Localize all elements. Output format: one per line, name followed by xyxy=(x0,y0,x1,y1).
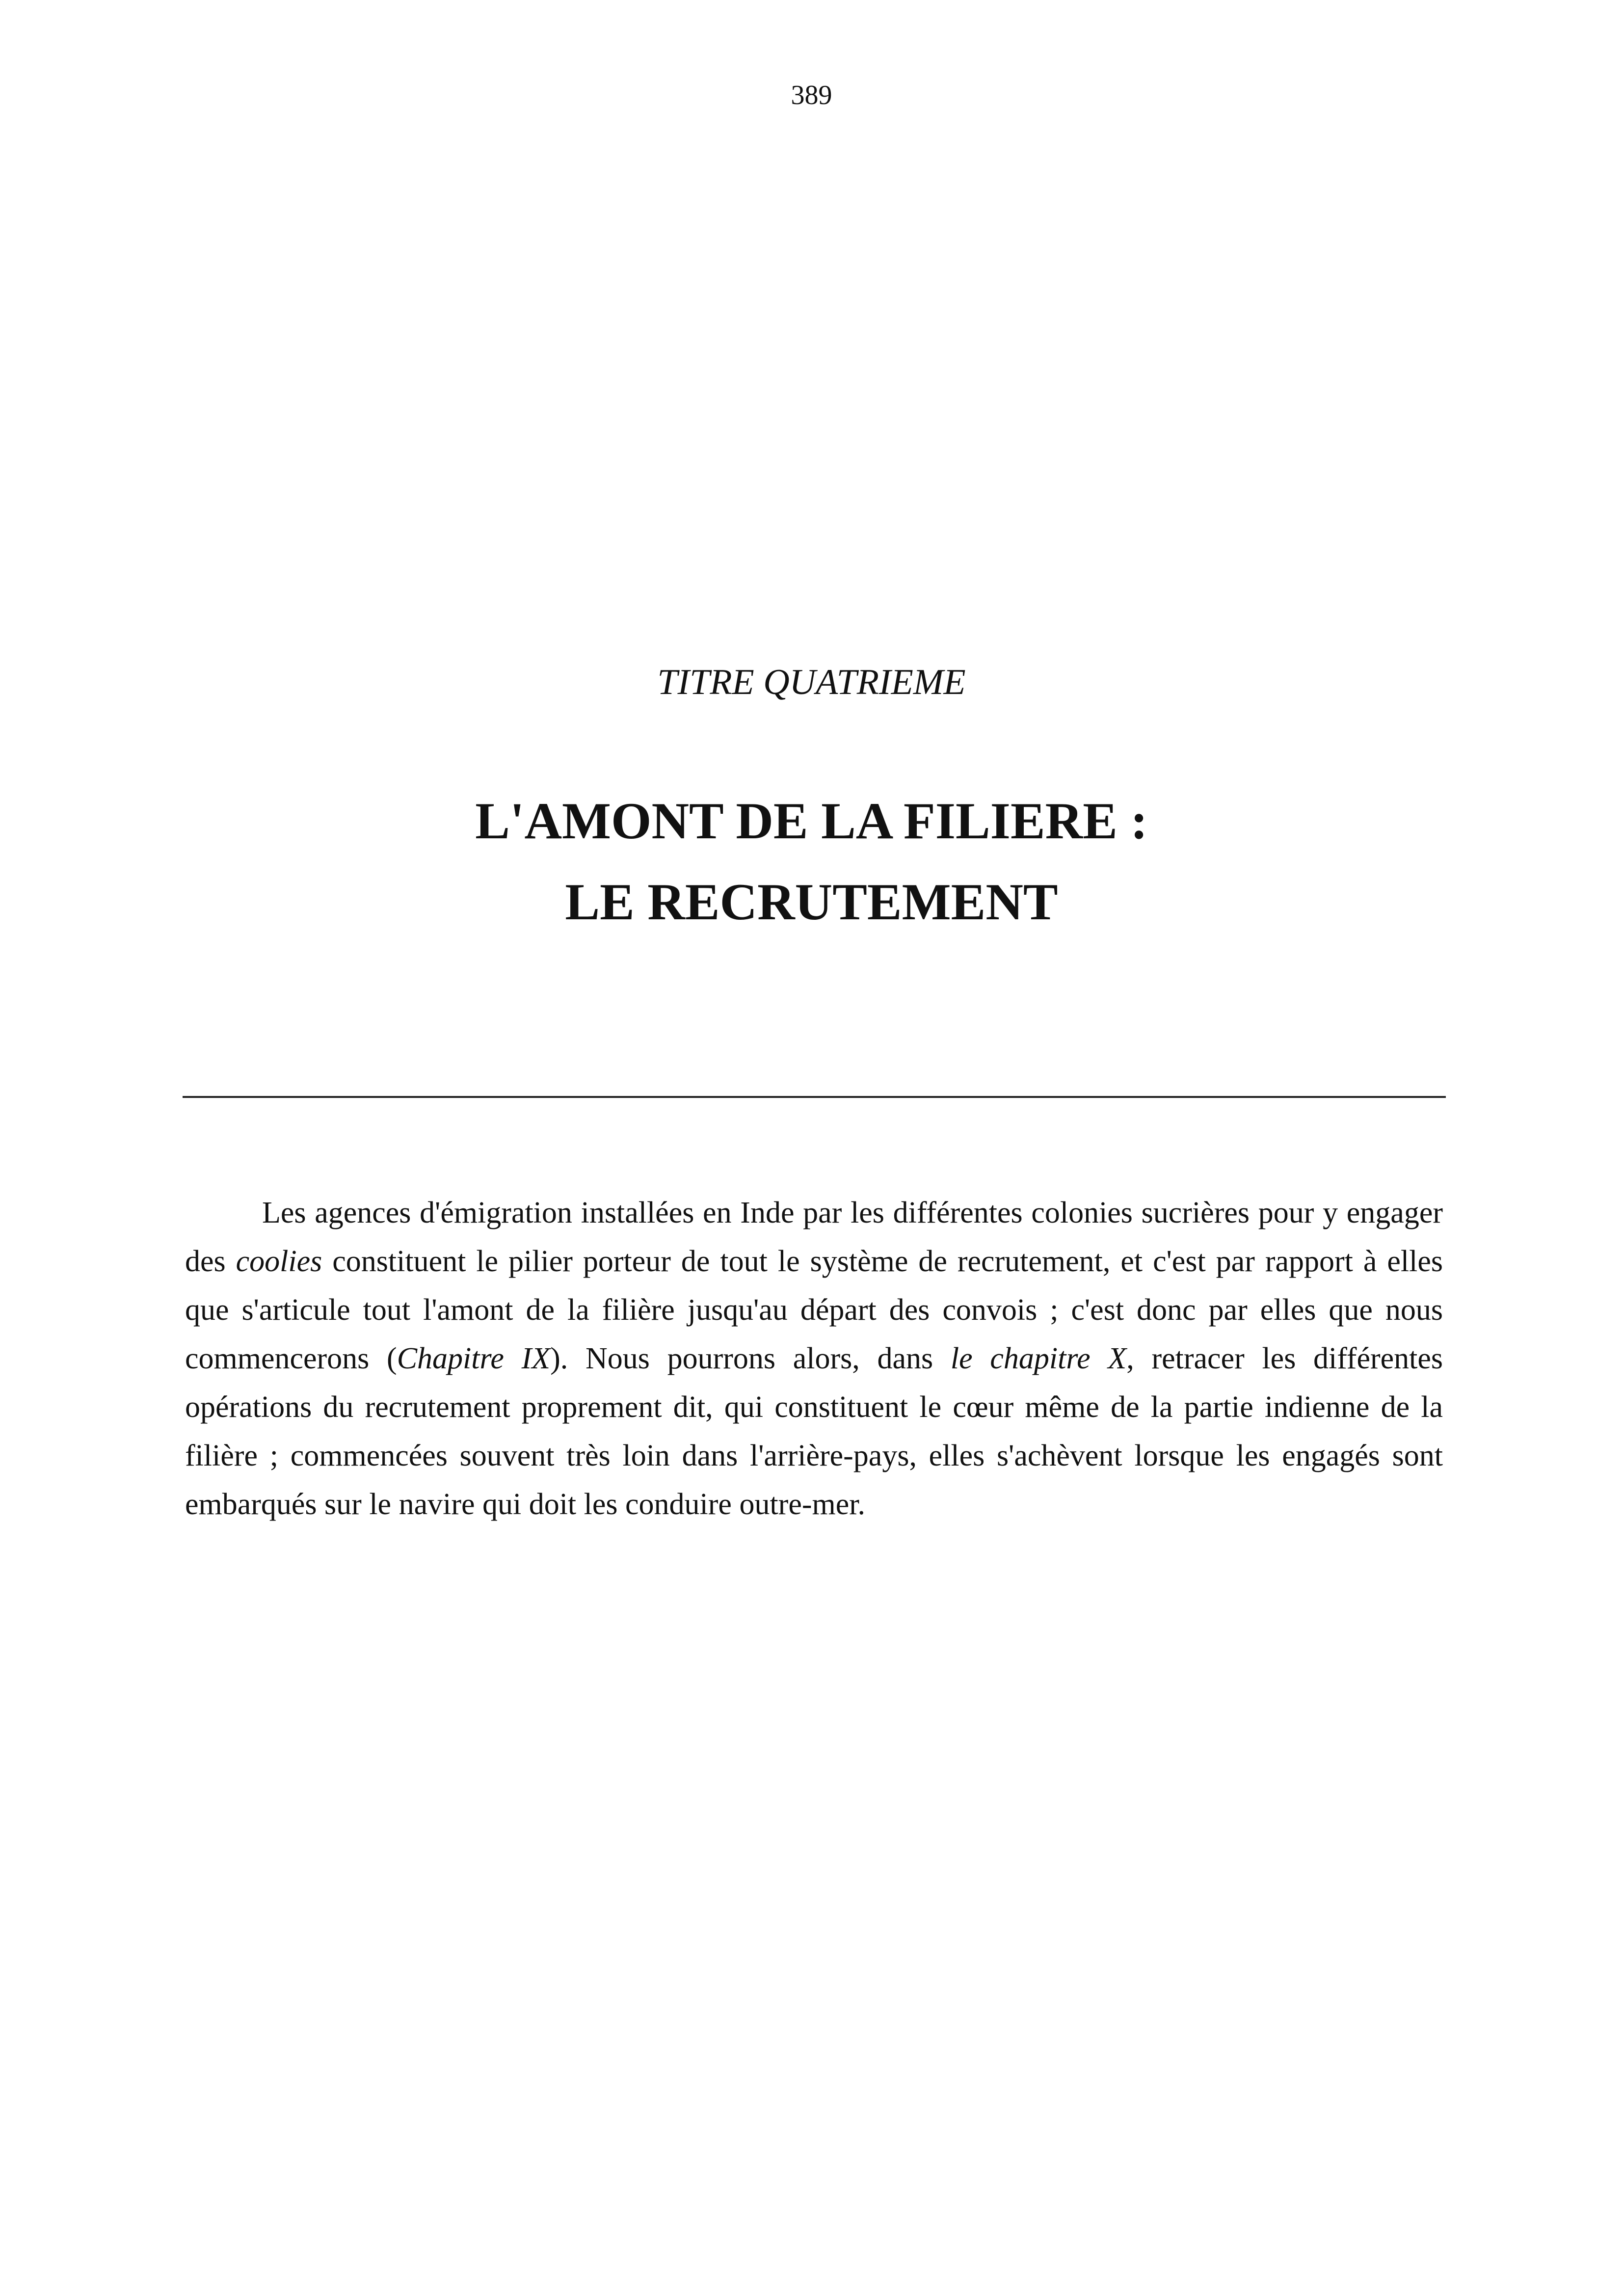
page-title xyxy=(0,780,1623,942)
italic-term-coolies: coolies xyxy=(236,1245,322,1278)
italic-reference-chapter-ix: Chapitre IX xyxy=(397,1342,551,1375)
italic-reference-chapter-x: le chapitre X xyxy=(950,1342,1127,1375)
horizontal-divider xyxy=(183,1096,1446,1098)
text-segment: Les agences d'émigration installées en Inde par les différentes colonies sucrières pour y engager des xyxy=(185,1196,1443,1278)
text-segment: , retracer les différentes opérations du recrutement proprement dit, qui constituent le cœur même de la partie indienne de la filière ; commencées souvent très loin dans l'arrière-pays, elles s'achèvent lorsque les engagés sont embarqués sur le navire qui doit les conduire outre-mer. xyxy=(185,1342,1443,1521)
page-number: 389 xyxy=(791,80,832,110)
text-segment: ). Nous pourrons alors, dans xyxy=(550,1342,951,1375)
part-label: TITRE QUATRIEME xyxy=(657,662,966,702)
title-line-2: LE RECRUTEMENT xyxy=(565,873,1058,931)
title-line-1: L'AMONT DE LA FILIERE : xyxy=(475,792,1148,850)
intro-paragraph xyxy=(185,1189,1443,1529)
text-segment: constituent le pilier porteur de tout le système de recrutement, et c'est par rapport à elles que s'articule tout l'amont de la filière jusqu'au départ des convois ; c'est donc par elles que nous commencerons ( xyxy=(185,1245,1443,1375)
